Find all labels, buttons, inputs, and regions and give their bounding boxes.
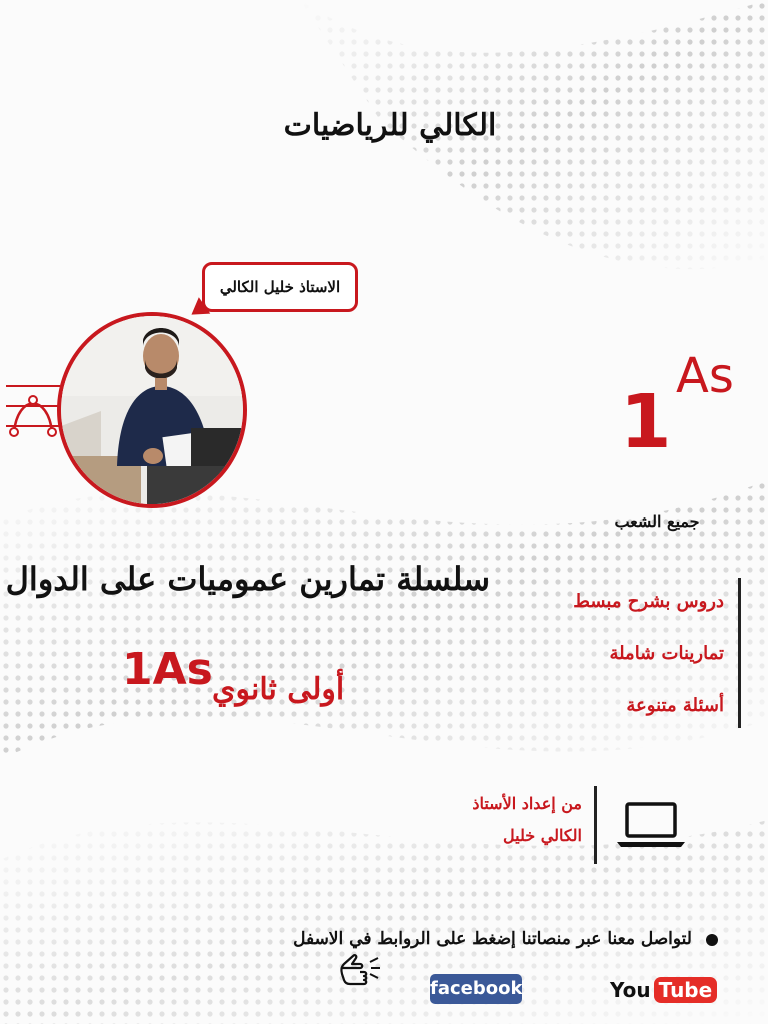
pointing-hand-icon (338, 952, 382, 988)
grade-number: 1 (620, 379, 672, 465)
laptop-icon (615, 800, 687, 850)
level-code: 1As (122, 644, 213, 695)
facebook-link[interactable]: facebook (430, 974, 522, 1004)
features-list (520, 584, 724, 740)
author-block (398, 788, 582, 852)
author-divider (594, 786, 597, 864)
teacher-illustration (61, 316, 247, 508)
grade-superscript: As (676, 348, 734, 404)
all-branches-label: جميع الشعب (614, 512, 700, 531)
feature-item: دروس بشرح مبسط (573, 591, 724, 612)
teacher-name-bubble: الاستاذ خليل الكالي (202, 262, 358, 312)
teacher-photo (57, 312, 247, 508)
feature-item: أسئلة متنوعة (626, 695, 724, 716)
feature-item: تمارينات شاملة (609, 643, 724, 664)
bullet-icon (706, 934, 718, 946)
curve-graph-icon (4, 376, 62, 438)
youtube-link[interactable] (610, 974, 717, 1006)
contact-text: لتواصل معنا عبر منصاتنا إضغط على الروابط في الاسفل (293, 929, 692, 949)
page-title: الكالي للرياضيات (283, 108, 497, 143)
level-arabic: أولى ثانوي (212, 672, 345, 707)
contact-line (200, 922, 722, 956)
youtube-tube-text: Tube (654, 977, 718, 1003)
series-title: سلسلة تمارين عموميات على الدوال (5, 560, 490, 598)
author-line: من إعداد الأستاذ (472, 794, 582, 813)
features-divider (738, 578, 741, 728)
author-line: الكالي خليل (503, 826, 582, 845)
youtube-you-text: You (610, 978, 651, 1002)
